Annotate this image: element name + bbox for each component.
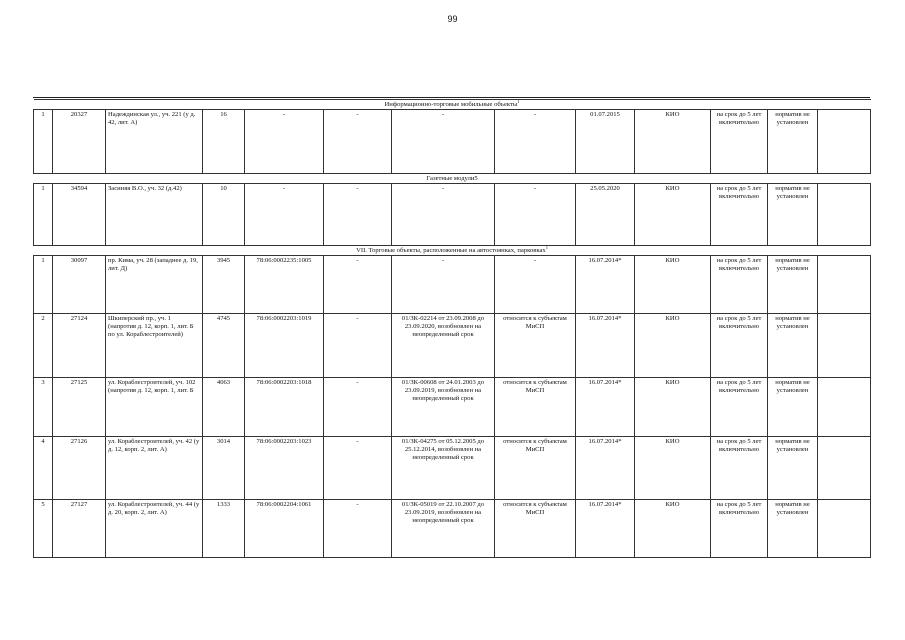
- cell-date: 16.07.2014*: [576, 437, 635, 500]
- cell-c5: -: [324, 437, 392, 500]
- cell-c5: -: [324, 184, 392, 246]
- cell-address: Надеждинская ул., уч. 221 (у д. 42, лит. А): [106, 110, 203, 174]
- cell-term: на срок до 5 лет включительно: [711, 110, 768, 174]
- cell-norm: норматив не установлен: [768, 184, 818, 246]
- section-title-text: Газетные модули5: [426, 175, 478, 182]
- section-header-row: [34, 246, 871, 256]
- section-title-text: VII. Торговые объекты, расположенные на автостоянках, парковках: [356, 247, 546, 254]
- cell-c6: -: [392, 110, 495, 174]
- cell-code: 27124: [53, 314, 106, 378]
- cell-org: КИО: [635, 378, 711, 437]
- cell-c7: относится к субъектам МиСП: [495, 437, 576, 500]
- cell-c5: -: [324, 378, 392, 437]
- section-header-row: [34, 174, 871, 184]
- cell-norm: норматив не установлен: [768, 437, 818, 500]
- cell-org: КИО: [635, 256, 711, 314]
- cell-org: КИО: [635, 110, 711, 174]
- cell-cad: -: [245, 184, 324, 246]
- cell-date: 25.05.2020: [576, 184, 635, 246]
- cell-norm: норматив не установлен: [768, 314, 818, 378]
- cell-empty: [818, 500, 871, 558]
- table-row: [34, 437, 871, 500]
- cell-area: 4063: [203, 378, 245, 437]
- table-row: [34, 110, 871, 174]
- cell-code: 27125: [53, 378, 106, 437]
- cell-c6: 01/ЗК-00608 от 24.01.2003 до 23.09.2019, возобновлен на неопределенный срок: [392, 378, 495, 437]
- cell-code: 27126: [53, 437, 106, 500]
- cell-cad: 78:06:0002204:1061: [245, 500, 324, 558]
- cell-org: КИО: [635, 500, 711, 558]
- section-title: [34, 246, 871, 256]
- section-title: [34, 100, 871, 110]
- cell-term: на срок до 5 лет включительно: [711, 437, 768, 500]
- cell-c7: относится к субъектам МиСП: [495, 500, 576, 558]
- table-row: [34, 184, 871, 246]
- cell-c7: -: [495, 184, 576, 246]
- cell-norm: норматив не установлен: [768, 256, 818, 314]
- cell-c7: относится к субъектам МиСП: [495, 378, 576, 437]
- cell-num: 3: [34, 378, 53, 437]
- section-title-text: Информационно-торговые мобильные объекты: [384, 101, 518, 108]
- cell-date: 16.07.2014*: [576, 314, 635, 378]
- cell-cad: -: [245, 110, 324, 174]
- cell-address: Засиняя В.О., уч. 32 (д.42): [106, 184, 203, 246]
- section-title: [34, 174, 871, 184]
- cell-org: КИО: [635, 184, 711, 246]
- cell-address: Шкиперский пр., уч. 1 (напротив д. 12, корп. 1, лит. Б по ул. Кораблестроителей): [106, 314, 203, 378]
- cell-c5: -: [324, 500, 392, 558]
- table-row: [34, 256, 871, 314]
- cell-term: на срок до 5 лет включительно: [711, 184, 768, 246]
- cell-c6: 01/ЗК-05019 от 22.10.2007 до 23.09.2019, возобновлен на неопределенный срок: [392, 500, 495, 558]
- cell-cad: 78:06:0002235:1005: [245, 256, 324, 314]
- cell-org: КИО: [635, 437, 711, 500]
- section-header-row: [34, 100, 871, 110]
- cell-c6: -: [392, 184, 495, 246]
- cell-num: 2: [34, 314, 53, 378]
- cell-area: 16: [203, 110, 245, 174]
- cell-num: 1: [34, 110, 53, 174]
- cell-date: 01.07.2015: [576, 110, 635, 174]
- cell-code: 27127: [53, 500, 106, 558]
- cell-norm: норматив не установлен: [768, 500, 818, 558]
- cell-area: 3014: [203, 437, 245, 500]
- cell-cad: 78:06:0002203:1019: [245, 314, 324, 378]
- register-table: [33, 99, 871, 558]
- cell-c5: -: [324, 256, 392, 314]
- section-footnote-mark: 1: [545, 245, 548, 250]
- cell-code: 20327: [53, 110, 106, 174]
- cell-area: 10: [203, 184, 245, 246]
- table-row: [34, 500, 871, 558]
- cell-c7: -: [495, 110, 576, 174]
- cell-date: 16.07.2014*: [576, 256, 635, 314]
- cell-c5: -: [324, 110, 392, 174]
- cell-code: 30097: [53, 256, 106, 314]
- cell-address: ул. Кораблестроителей, уч. 102 (напротив д. 12, корп. 1, лит. Б: [106, 378, 203, 437]
- cell-c5: -: [324, 314, 392, 378]
- cell-norm: норматив не установлен: [768, 378, 818, 437]
- cell-term: на срок до 5 лет включительно: [711, 378, 768, 437]
- cell-area: 4745: [203, 314, 245, 378]
- table-row: [34, 378, 871, 437]
- cell-num: 5: [34, 500, 53, 558]
- cell-empty: [818, 256, 871, 314]
- cell-num: 1: [34, 184, 53, 246]
- table-row: [34, 314, 871, 378]
- top-rule: [33, 97, 870, 98]
- cell-term: на срок до 5 лет включительно: [711, 314, 768, 378]
- cell-term: на срок до 5 лет включительно: [711, 500, 768, 558]
- cell-date: 16.07.2014*: [576, 378, 635, 437]
- cell-cad: 78:06:0002203:1023: [245, 437, 324, 500]
- cell-empty: [818, 184, 871, 246]
- cell-norm: норматив не установлен: [768, 110, 818, 174]
- cell-num: 4: [34, 437, 53, 500]
- cell-empty: [818, 314, 871, 378]
- cell-address: ул. Кораблестроителей, уч. 42 (у д. 12, корп. 2, лит. А): [106, 437, 203, 500]
- cell-empty: [818, 110, 871, 174]
- section-footnote-mark: 1: [517, 99, 520, 104]
- cell-area: 1333: [203, 500, 245, 558]
- cell-date: 16.07.2014*: [576, 500, 635, 558]
- cell-org: КИО: [635, 314, 711, 378]
- cell-empty: [818, 378, 871, 437]
- cell-num: 1: [34, 256, 53, 314]
- cell-c7: относится к субъектам МиСП: [495, 314, 576, 378]
- cell-address: пр. Кима, уч. 28 (западнее д. 19, лит. Д): [106, 256, 203, 314]
- cell-code: 34594: [53, 184, 106, 246]
- cell-c7: -: [495, 256, 576, 314]
- cell-c6: -: [392, 256, 495, 314]
- cell-cad: 78:06:0002203:1018: [245, 378, 324, 437]
- cell-area: 3945: [203, 256, 245, 314]
- cell-empty: [818, 437, 871, 500]
- cell-c6: 01/ЗК-04275 от 05.12.2005 до 25.12.2014, возобновлен на неопределенный срок: [392, 437, 495, 500]
- page-number: 99: [447, 14, 458, 24]
- cell-term: на срок до 5 лет включительно: [711, 256, 768, 314]
- cell-c6: 01/ЗК-02214 от 23.09.2008 до 23.09.2020, возобновлен на неопределенный срок: [392, 314, 495, 378]
- cell-address: ул. Кораблестроителей, уч. 44 (у д. 20, корп. 2, лит. А): [106, 500, 203, 558]
